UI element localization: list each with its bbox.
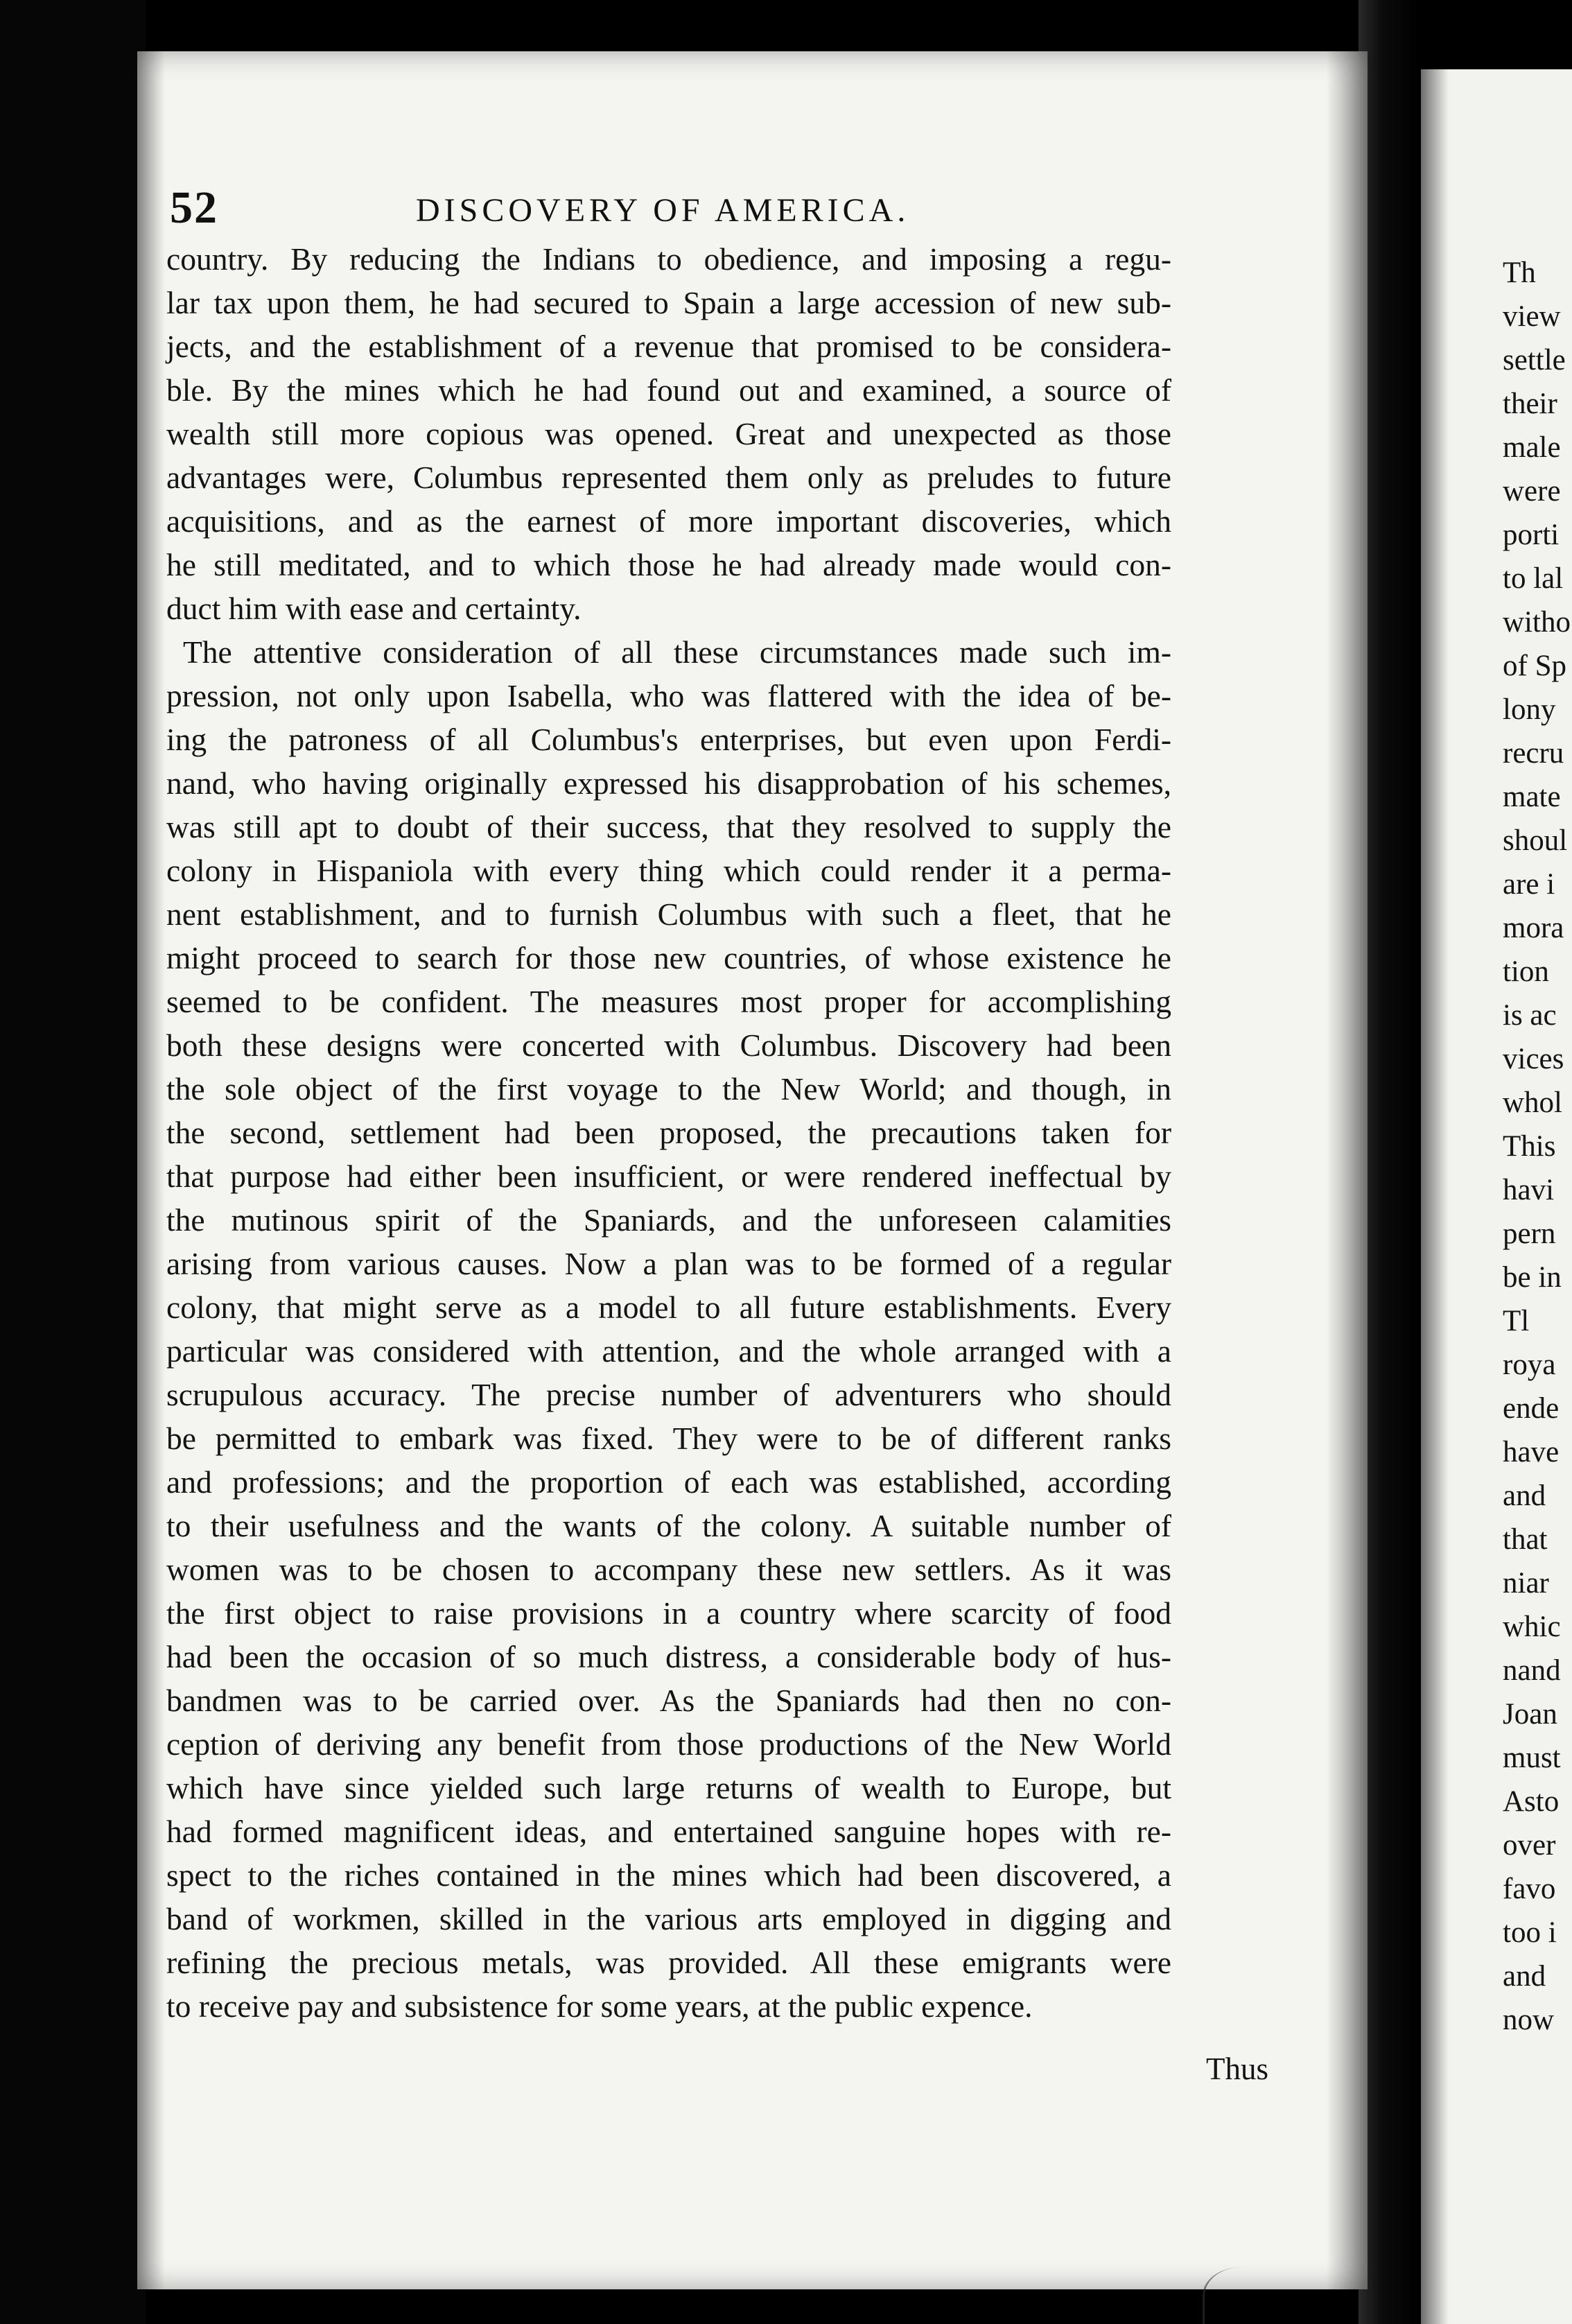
facing-text-line: Th	[1503, 257, 1536, 289]
text-line: to receive pay and subsistence for some years, at the public expence.	[166, 1988, 1033, 2024]
facing-text-line: tion	[1503, 955, 1549, 988]
facing-page-text	[1503, 251, 1572, 2042]
facing-text-line: pern	[1503, 1217, 1556, 1250]
facing-text-line: that	[1503, 1523, 1548, 1556]
text-line: colony, that might serve as a model to all future establishments. Every	[166, 1290, 1171, 1325]
text-line: acquisitions, and as the earnest of more important discoveries, which	[166, 503, 1171, 539]
facing-text-line: view	[1503, 300, 1561, 333]
text-line: might proceed to search for those new countries, of whose existence he	[166, 940, 1171, 975]
text-line: pression, not only upon Isabella, who was flattered with the idea of be-	[166, 678, 1171, 713]
text-line: be permitted to embark was fixed. They were to be of different ranks	[166, 1421, 1171, 1456]
facing-text-line: porti	[1503, 519, 1560, 551]
text-line: the second, settlement had been proposed, the precautions taken for	[166, 1115, 1171, 1150]
text-line: particular was considered with attention, and the whole arranged with a	[166, 1333, 1171, 1369]
facing-text-line: Tl	[1503, 1305, 1530, 1337]
text-line: The attentive consideration of all these circumstances made such im-	[183, 634, 1171, 670]
text-line: lar tax upon them, he had secured to Spain a large accession of new sub-	[166, 285, 1171, 320]
facing-text-line: witho	[1503, 606, 1571, 639]
text-line: spect to the riches contained in the mines which had been discovered, a	[166, 1857, 1171, 1893]
facing-text-line: too i	[1503, 1916, 1557, 1949]
facing-text-line: is ac	[1503, 999, 1557, 1032]
text-line: ble. By the mines which he had found out and examined, a source of	[166, 372, 1171, 408]
facing-text-line: their	[1503, 388, 1557, 420]
text-line: nand, who having originally expressed his disapprobation of his schemes,	[166, 765, 1171, 801]
facing-text-line: Asto	[1503, 1785, 1560, 1818]
page-curl-mark	[1203, 2267, 1281, 2324]
body-text	[166, 237, 1171, 2028]
facing-text-line: lony	[1503, 693, 1556, 726]
text-line: country. By reducing the Indians to obedience, and imposing a regu-	[166, 241, 1171, 277]
text-line: advantages were, Columbus represented them only as preludes to future	[166, 460, 1171, 495]
facing-text-line: now	[1503, 2004, 1555, 2036]
facing-text-line: Joan	[1503, 1698, 1557, 1731]
text-line: to their usefulness and the wants of the colony. A suitable number of	[166, 1508, 1171, 1543]
text-line: bandmen was to be carried over. As the Spaniards had then no con-	[166, 1683, 1171, 1718]
page-number: 52	[170, 182, 218, 233]
text-line: ing the patroness of all Columbus's enterprises, but even upon Ferdi-	[166, 722, 1171, 757]
text-line: colony in Hispaniola with every thing which could render it a perma-	[166, 853, 1171, 888]
facing-text-line: have	[1503, 1436, 1560, 1468]
facing-text-line: nand	[1503, 1654, 1561, 1687]
text-line: duct him with ease and certainty.	[166, 591, 582, 626]
facing-text-line: mora	[1503, 912, 1564, 944]
text-line: nent establishment, and to furnish Columbus with such a fleet, that he	[166, 896, 1171, 932]
scan-left-margin	[0, 0, 146, 2324]
facing-text-line: favo	[1503, 1873, 1556, 1905]
facing-text-line: to lal	[1503, 562, 1564, 595]
text-line: had formed magnificent ideas, and entertained sanguine hopes with re-	[166, 1814, 1171, 1849]
text-line: that purpose had either been insufficient, or were rendered ineffectual by	[166, 1159, 1171, 1194]
facing-page-shading	[1421, 69, 1449, 2324]
text-line: refining the precious metals, was provided. All these emigrants were	[166, 1945, 1171, 1980]
running-header	[170, 182, 1092, 237]
text-line: both these designs were concerted with Columbus. Discovery had been	[166, 1027, 1171, 1063]
facing-text-line: male	[1503, 431, 1561, 464]
facing-text-line: niar	[1503, 1567, 1549, 1599]
text-line: the mutinous spirit of the Spaniards, and the unforeseen calamities	[166, 1202, 1171, 1238]
text-line: had been the occasion of so much distress, a considerable body of hus-	[166, 1639, 1171, 1674]
facing-text-line: mate	[1503, 781, 1561, 813]
text-line: which have since yielded such large returns of wealth to Europe, but	[166, 1770, 1171, 1805]
running-title: DISCOVERY OF AMERICA.	[416, 192, 910, 229]
facing-text-line: of Sp	[1503, 650, 1566, 682]
text-line: seemed to be confident. The measures most proper for accomplishing	[166, 984, 1171, 1019]
facing-text-line: ende	[1503, 1392, 1560, 1425]
text-line: band of workmen, skilled in the various arts employed in digging and	[166, 1901, 1171, 1936]
facing-text-line: were	[1503, 475, 1561, 508]
facing-text-line: be in	[1503, 1261, 1562, 1294]
facing-text-line: vices	[1503, 1043, 1564, 1075]
text-line: the sole object of the first voyage to the New World; and though, in	[166, 1071, 1171, 1107]
book-spine-shadow	[1359, 0, 1421, 2324]
facing-text-line: and	[1503, 1960, 1546, 1993]
facing-text-line: This	[1503, 1130, 1556, 1163]
facing-text-line: shoul	[1503, 824, 1568, 857]
text-line: and professions; and the proportion of each was established, according	[166, 1464, 1171, 1500]
text-line: wealth still more copious was opened. Great and unexpected as those	[166, 416, 1171, 451]
facing-text-line: whol	[1503, 1086, 1562, 1119]
text-line: arising from various causes. Now a plan was to be formed of a regular	[166, 1246, 1171, 1281]
text-line: was still apt to doubt of their success, that they resolved to supply the	[166, 809, 1171, 844]
facing-text-line: whic	[1503, 1611, 1561, 1643]
facing-text-line: recru	[1503, 737, 1564, 770]
facing-text-line: havi	[1503, 1174, 1555, 1206]
facing-text-line: are i	[1503, 868, 1555, 901]
text-line: jects, and the establishment of a revenue that promised to be considera-	[166, 329, 1171, 364]
facing-text-line: and	[1503, 1480, 1546, 1512]
catchword: Thus	[1206, 2052, 1268, 2086]
text-line: women was to be chosen to accompany these new settlers. As it was	[166, 1552, 1171, 1587]
facing-text-line: settle	[1503, 344, 1566, 376]
text-line: the first object to raise provisions in a country where scarcity of food	[166, 1595, 1171, 1631]
facing-text-line: roya	[1503, 1349, 1556, 1381]
text-line: scrupulous accuracy. The precise number of adventurers who should	[166, 1377, 1171, 1412]
text-line: ception of deriving any benefit from those productions of the New World	[166, 1726, 1171, 1762]
page-left-shading	[137, 51, 165, 2289]
facing-text-line: must	[1503, 1742, 1561, 1774]
facing-text-line: over	[1503, 1829, 1556, 1862]
page-gutter-shading	[1326, 51, 1368, 2289]
text-line: he still meditated, and to which those he had already made would con-	[166, 547, 1171, 582]
